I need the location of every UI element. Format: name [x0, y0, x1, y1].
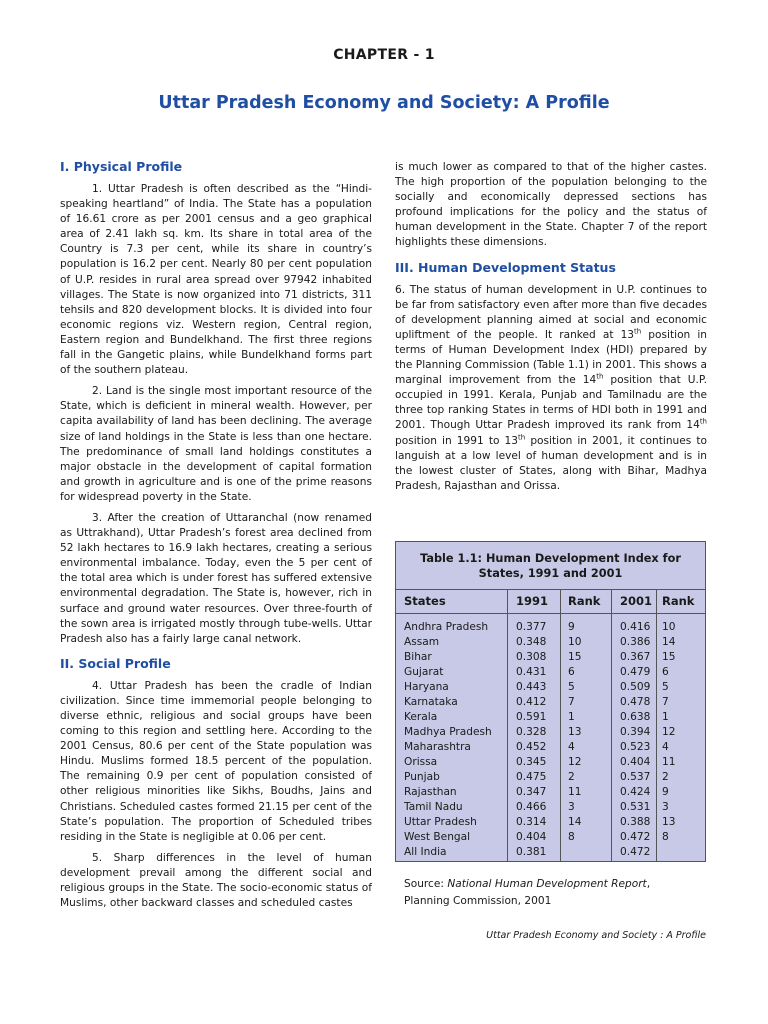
- cell-hdi-1991: 0.452: [516, 741, 547, 753]
- table-row: [396, 755, 705, 770]
- heading-human-development: III. Human Development Status: [395, 259, 616, 275]
- table-row: [396, 830, 705, 845]
- cell-hdi-2001: 0.472: [620, 846, 651, 858]
- cell-state: Bihar: [404, 651, 432, 663]
- cell-hdi-1991: 0.347: [516, 786, 547, 798]
- cell-rank-1991: 15: [568, 651, 582, 663]
- paragraph-5-continued: is much lower as compared to that of the higher castes. The high proportion of the population belonging to the socially and economically depressed sections has profound implications for the policy and the status of human development in the State. Chapter 7 of the report highlights these dimensions.: [395, 161, 707, 249]
- cell-rank-1991: 11: [568, 786, 582, 798]
- cell-rank-2001: 10: [662, 621, 676, 633]
- cell-hdi-1991: 0.328: [516, 726, 547, 738]
- cell-rank-2001: 5: [662, 681, 669, 693]
- cell-hdi-1991: 0.591: [516, 711, 547, 723]
- cell-rank-1991: 8: [568, 831, 575, 843]
- cell-hdi-2001: 0.367: [620, 651, 651, 663]
- p6-part-a: 6. The status of human development in U.P. continues to be far from satisfactory even after more than five decades of development planning aimed at social and economic upliftment of the people. It ranked at 13: [395, 283, 707, 341]
- p6-part-d: position in 1991 to 13: [395, 434, 519, 447]
- cell-rank-2001: 15: [662, 651, 676, 663]
- paragraph-6: [395, 283, 707, 494]
- cell-hdi-2001: 0.394: [620, 726, 651, 738]
- cell-hdi-2001: 0.523: [620, 741, 651, 753]
- cell-hdi-1991: 0.308: [516, 651, 547, 663]
- p6-part-b: position in terms of Human Development Index (HDI) prepared by the Planning Commission (Table 1.1) in 2001. This shows a marginal improvement from the 14: [395, 328, 707, 387]
- table-header-row: [396, 590, 705, 614]
- cell-state: Rajasthan: [404, 786, 457, 798]
- source-label: Source:: [404, 878, 444, 890]
- superscript-th: th: [596, 372, 604, 381]
- cell-rank-1991: 9: [568, 621, 575, 633]
- cell-hdi-2001: 0.638: [620, 711, 651, 723]
- cell-rank-1991: 14: [568, 816, 582, 828]
- page-title: Uttar Pradesh Economy and Society: A Profile: [158, 93, 610, 113]
- header-rank-2001: Rank: [662, 594, 695, 608]
- source-rest: Planning Commission, 2001: [404, 895, 552, 907]
- right-column: [395, 160, 707, 494]
- cell-hdi-1991: 0.377: [516, 621, 547, 633]
- cell-state: Haryana: [404, 681, 449, 693]
- cell-hdi-2001: 0.388: [620, 816, 651, 828]
- cell-state: Kerala: [404, 711, 438, 723]
- paragraph-4: 4. Uttar Pradesh has been the cradle of Indian civilization. Since time immemorial people belonging to diverse ethnic, religious and social groups have been coming to this region and settling here. According to the 2001 Census, 80.6 per cent of the State population was Hindu. Muslims formed 18.5 percent of the population. The remaining 0.9 per cent of population consisted of other religious minorities like Sikhs, Boudhs, Jains and Christians. Scheduled castes formed 21.15 per cent of the State’s population. The proportion of Scheduled tribes residing in the State is negligible at 0.06 per cent.: [60, 679, 372, 843]
- table-row: [396, 800, 705, 815]
- table-row: [396, 710, 705, 725]
- left-column: [60, 158, 372, 911]
- paragraph-3: 3. After the creation of Uttaranchal (now renamed as Uttrakhand), Uttar Pradesh’s forest area declined from 52 lakh hectares to 16.9 lakh hectares, creating a serious environmental imbalance. Today, even the 5 per cent of the total area which is under forest has suffered extensive environmental degradation. The State is, however, rich in surface and ground water resources. Over three-fourth of the sown area is irrigated mostly through tube-wells. Uttar Pradesh also has a fairly large canal network.: [60, 511, 372, 645]
- chapter-label: CHAPTER - 1: [333, 47, 435, 63]
- paragraph-5: 5. Sharp differences in the level of human development prevail among the different social and religious groups in the State. The socio-economic status of Muslims, other backward classes and scheduled castes: [60, 851, 372, 910]
- cell-rank-1991: 10: [568, 636, 582, 648]
- table-row: [396, 815, 705, 830]
- cell-hdi-1991: 0.443: [516, 681, 547, 693]
- cell-state: West Bengal: [404, 831, 471, 843]
- cell-rank-2001: 8: [662, 831, 669, 843]
- cell-rank-2001: 4: [662, 741, 669, 753]
- cell-hdi-2001: 0.404: [620, 756, 651, 768]
- cell-hdi-2001: 0.424: [620, 786, 651, 798]
- cell-rank-2001: 1: [662, 711, 669, 723]
- cell-state: All India: [404, 846, 447, 858]
- cell-state: Uttar Pradesh: [404, 816, 477, 828]
- heading-physical-profile: I. Physical Profile: [60, 159, 183, 174]
- cell-rank-1991: 3: [568, 801, 575, 813]
- header-states: States: [404, 594, 446, 608]
- cell-rank-1991: 2: [568, 771, 575, 783]
- cell-state: Punjab: [404, 771, 440, 783]
- cell-rank-2001: 3: [662, 801, 669, 813]
- p6-part-e: position in 2001, it continues to languish at a low level of human development and is in the lowest cluster of States, along with Bihar, Madhya Pradesh, Rajasthan and Orissa.: [395, 434, 708, 492]
- table-caption: Table 1.1: Human Development Index for States, 1991 and 2001: [396, 542, 705, 590]
- cell-hdi-1991: 0.345: [516, 756, 547, 768]
- cell-rank-1991: 12: [568, 756, 582, 768]
- cell-rank-2001: 14: [662, 636, 676, 648]
- cell-state: Assam: [404, 636, 440, 648]
- cell-hdi-1991: 0.348: [516, 636, 547, 648]
- table-row: [396, 620, 705, 635]
- cell-rank-2001: 7: [662, 696, 669, 708]
- cell-rank-1991: 1: [568, 711, 575, 723]
- cell-hdi-2001: 0.531: [620, 801, 651, 813]
- header-2001: 2001: [620, 594, 653, 608]
- cell-hdi-1991: 0.412: [516, 696, 547, 708]
- cell-hdi-2001: 0.478: [620, 696, 651, 708]
- cell-rank-1991: 7: [568, 696, 575, 708]
- cell-rank-2001: 12: [662, 726, 676, 738]
- cell-rank-2001: 9: [662, 786, 669, 798]
- cell-rank-1991: 13: [568, 726, 582, 738]
- cell-state: Andhra Pradesh: [404, 621, 489, 633]
- superscript-th: th: [699, 417, 707, 426]
- cell-rank-1991: 6: [568, 666, 575, 678]
- cell-state: Tamil Nadu: [404, 801, 463, 813]
- cell-rank-2001: 13: [662, 816, 676, 828]
- cell-rank-1991: 5: [568, 681, 575, 693]
- table-row: [396, 785, 705, 800]
- cell-hdi-1991: 0.404: [516, 831, 547, 843]
- table-row: [396, 650, 705, 665]
- table-row: [396, 845, 705, 860]
- table-row: [396, 680, 705, 695]
- cell-hdi-2001: 0.416: [620, 621, 651, 633]
- source-comma: ,: [646, 878, 651, 890]
- header-rank-1991: Rank: [568, 594, 601, 608]
- cell-hdi-2001: 0.537: [620, 771, 651, 783]
- cell-rank-2001: 2: [662, 771, 669, 783]
- cell-hdi-1991: 0.475: [516, 771, 547, 783]
- superscript-th: th: [634, 327, 642, 336]
- cell-state: Gujarat: [404, 666, 444, 678]
- cell-rank-2001: 6: [662, 666, 669, 678]
- heading-social-profile: II. Social Profile: [60, 655, 171, 671]
- cell-hdi-1991: 0.314: [516, 816, 547, 828]
- cell-hdi-2001: 0.472: [620, 831, 651, 843]
- cell-hdi-1991: 0.381: [516, 846, 547, 858]
- hdi-table: [395, 541, 706, 862]
- cell-hdi-1991: 0.466: [516, 801, 547, 813]
- cell-state: Karnataka: [404, 696, 458, 708]
- table-row: [396, 635, 705, 650]
- cell-rank-2001: 11: [662, 756, 676, 768]
- table-row: [396, 770, 705, 785]
- cell-state: Orissa: [404, 756, 438, 768]
- table-row: [396, 665, 705, 680]
- table-source: [404, 876, 704, 910]
- cell-state: Maharashtra: [404, 741, 471, 753]
- cell-hdi-2001: 0.479: [620, 666, 651, 678]
- cell-hdi-1991: 0.431: [516, 666, 547, 678]
- source-report: National Human Development Report: [447, 878, 647, 890]
- table-row: [396, 725, 705, 740]
- paragraph-2: 2. Land is the single most important resource of the State, which is deficient in mineral wealth. However, per capita availability of land has been declining. The average size of land holdings in the State is less than one hectare. The predominance of small land holdings constitutes a major obstacle in the development of capital formation and growth in agriculture and is one of the prime reasons for widespread poverty in the State.: [60, 385, 372, 503]
- superscript-th: th: [518, 432, 526, 441]
- page-footer: Uttar Pradesh Economy and Society : A Profile: [486, 930, 706, 941]
- table-body: [396, 614, 705, 861]
- cell-rank-1991: 4: [568, 741, 575, 753]
- header-1991: 1991: [516, 594, 549, 608]
- cell-hdi-2001: 0.509: [620, 681, 651, 693]
- p6-part-c: position that U.P. occupied in 1991. Kerala, Punjab and Tamilnadu are the three top ranking States in terms of HDI both in 1991 and 2001. Though Uttar Pradesh improved its rank from 14: [395, 374, 707, 432]
- table-row: [396, 740, 705, 755]
- table-row: [396, 695, 705, 710]
- cell-state: Madhya Pradesh: [404, 726, 492, 738]
- paragraph-1: 1. Uttar Pradesh is often described as the “Hindi-speaking heartland” of India. The State has a population of 16.61 crore as per 2001 census and a geo graphical area of 2.41 lakh sq. km. Its share in total area of the Country is 7.3 per cent, while its share in country’s population is 16.2 per cent. Nearly 80 per cent population of U.P. resides in rural area spread over 97942 inhabited villages. The State is now organized into 71 districts, 311 tehsils and 820 development blocks. It is divided into four economic regions viz. Western region, Central region, Eastern region and Bundelkhand. The first three regions fall in the Gangetic plains, while Bundelkhand forms part of the southern plateau.: [60, 183, 372, 377]
- cell-hdi-2001: 0.386: [620, 636, 651, 648]
